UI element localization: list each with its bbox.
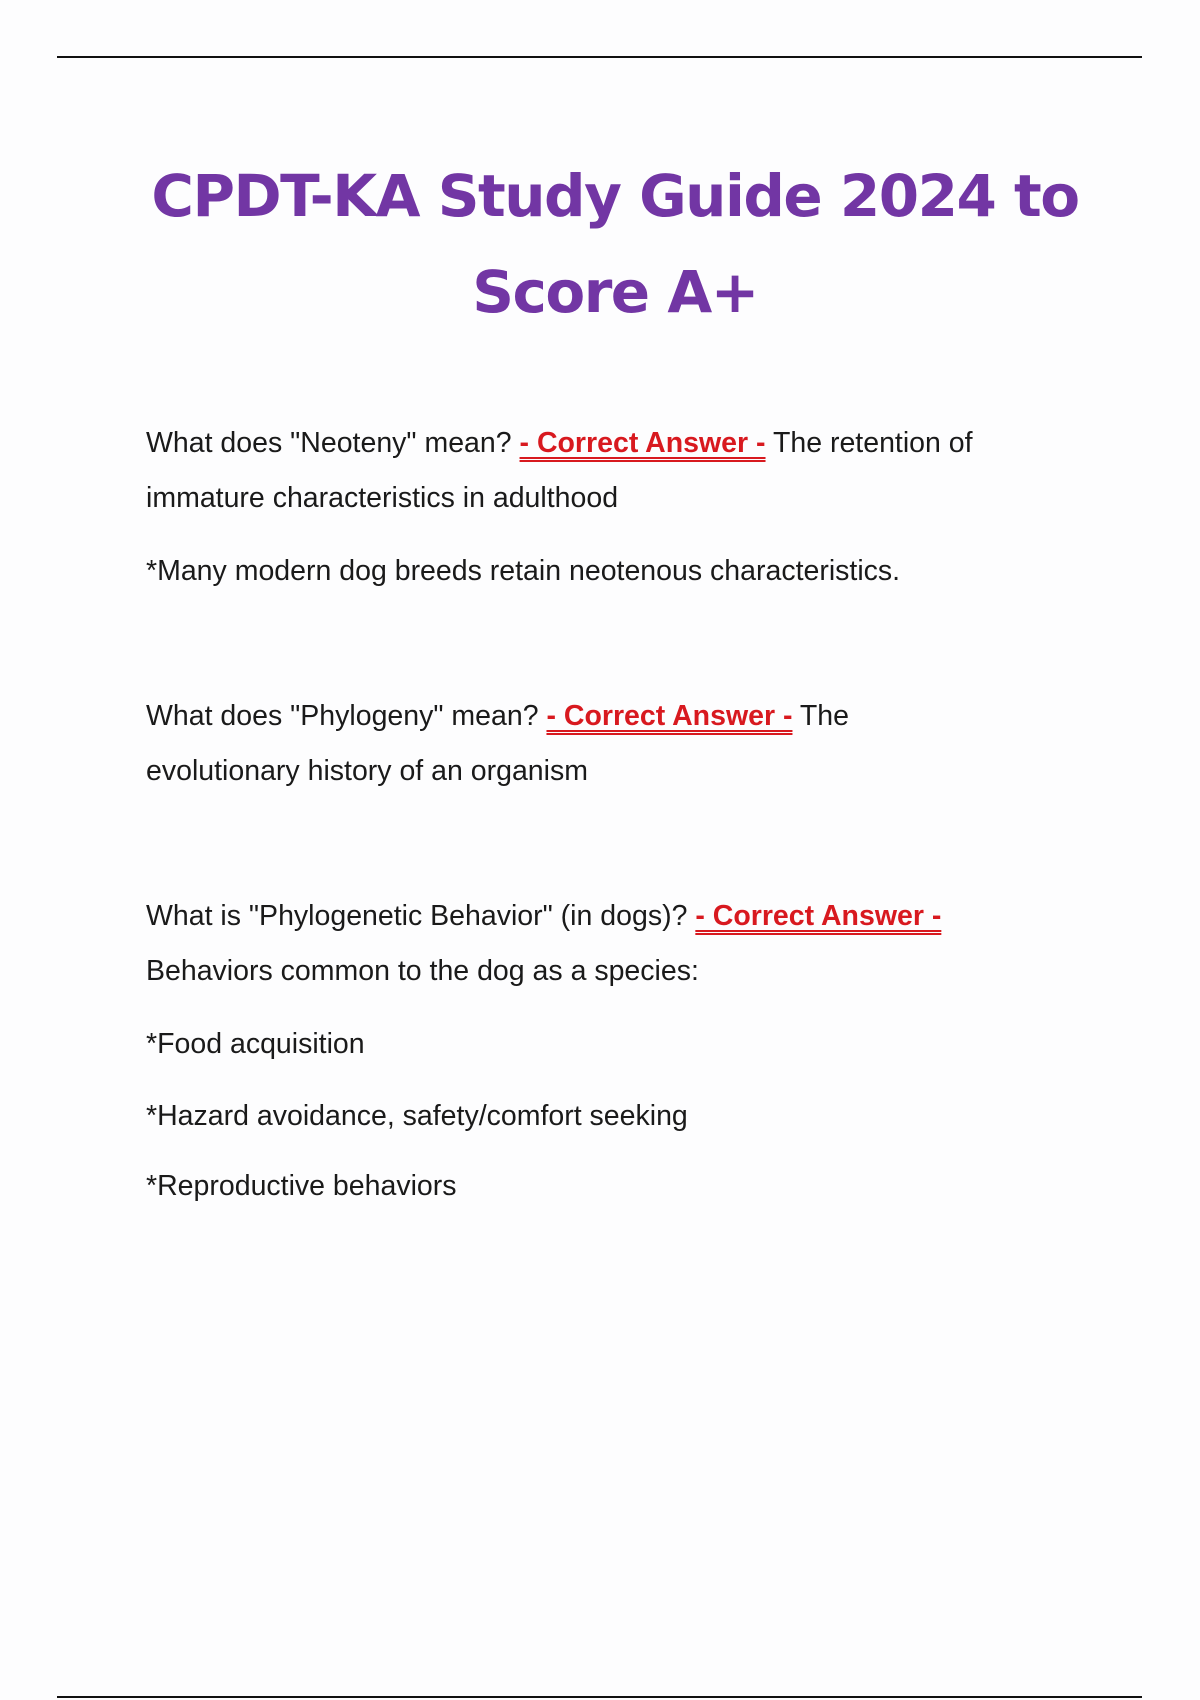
answer-text: The — [799, 700, 849, 732]
note-item: *Reproductive behaviors — [146, 1170, 457, 1202]
correct-answer-marker: - Correct Answer - — [546, 700, 793, 732]
qa-item-neoteny — [146, 416, 1106, 587]
qa-item-phylogeny — [146, 689, 1106, 799]
title-line-1: CPDT-KA Study Guide 2024 to — [151, 162, 1079, 230]
question-line — [146, 689, 1106, 744]
qa-item-phylogenetic-behavior — [146, 889, 1106, 1202]
answer-line: immature characteristics in adulthood — [146, 482, 619, 514]
correct-answer-marker: - Correct Answer - — [695, 900, 942, 932]
question-text: What is "Phylogenetic Behavior" (in dogs)? — [146, 900, 688, 932]
title-line-2: Score A+ — [472, 258, 758, 326]
note-item: *Many modern dog breeds retain neotenous characteristics. — [146, 555, 901, 587]
correct-answer-marker: - Correct Answer - — [519, 427, 766, 459]
header-rule — [57, 56, 1142, 58]
answer-line: evolutionary history of an organism — [146, 755, 588, 787]
question-line — [146, 889, 1106, 944]
question-text: What does "Phylogeny" mean? — [146, 700, 539, 732]
answer-text: The retention of — [772, 427, 973, 459]
note-item: *Food acquisition — [146, 1028, 365, 1060]
footer-rule — [57, 1696, 1142, 1698]
answer-line: Behaviors common to the dog as a species: — [146, 955, 699, 987]
note-item: *Hazard avoidance, safety/comfort seeking — [146, 1100, 688, 1132]
question-line — [146, 416, 1106, 471]
document-title — [100, 148, 1130, 340]
question-text: What does "Neoteny" mean? — [146, 427, 512, 459]
